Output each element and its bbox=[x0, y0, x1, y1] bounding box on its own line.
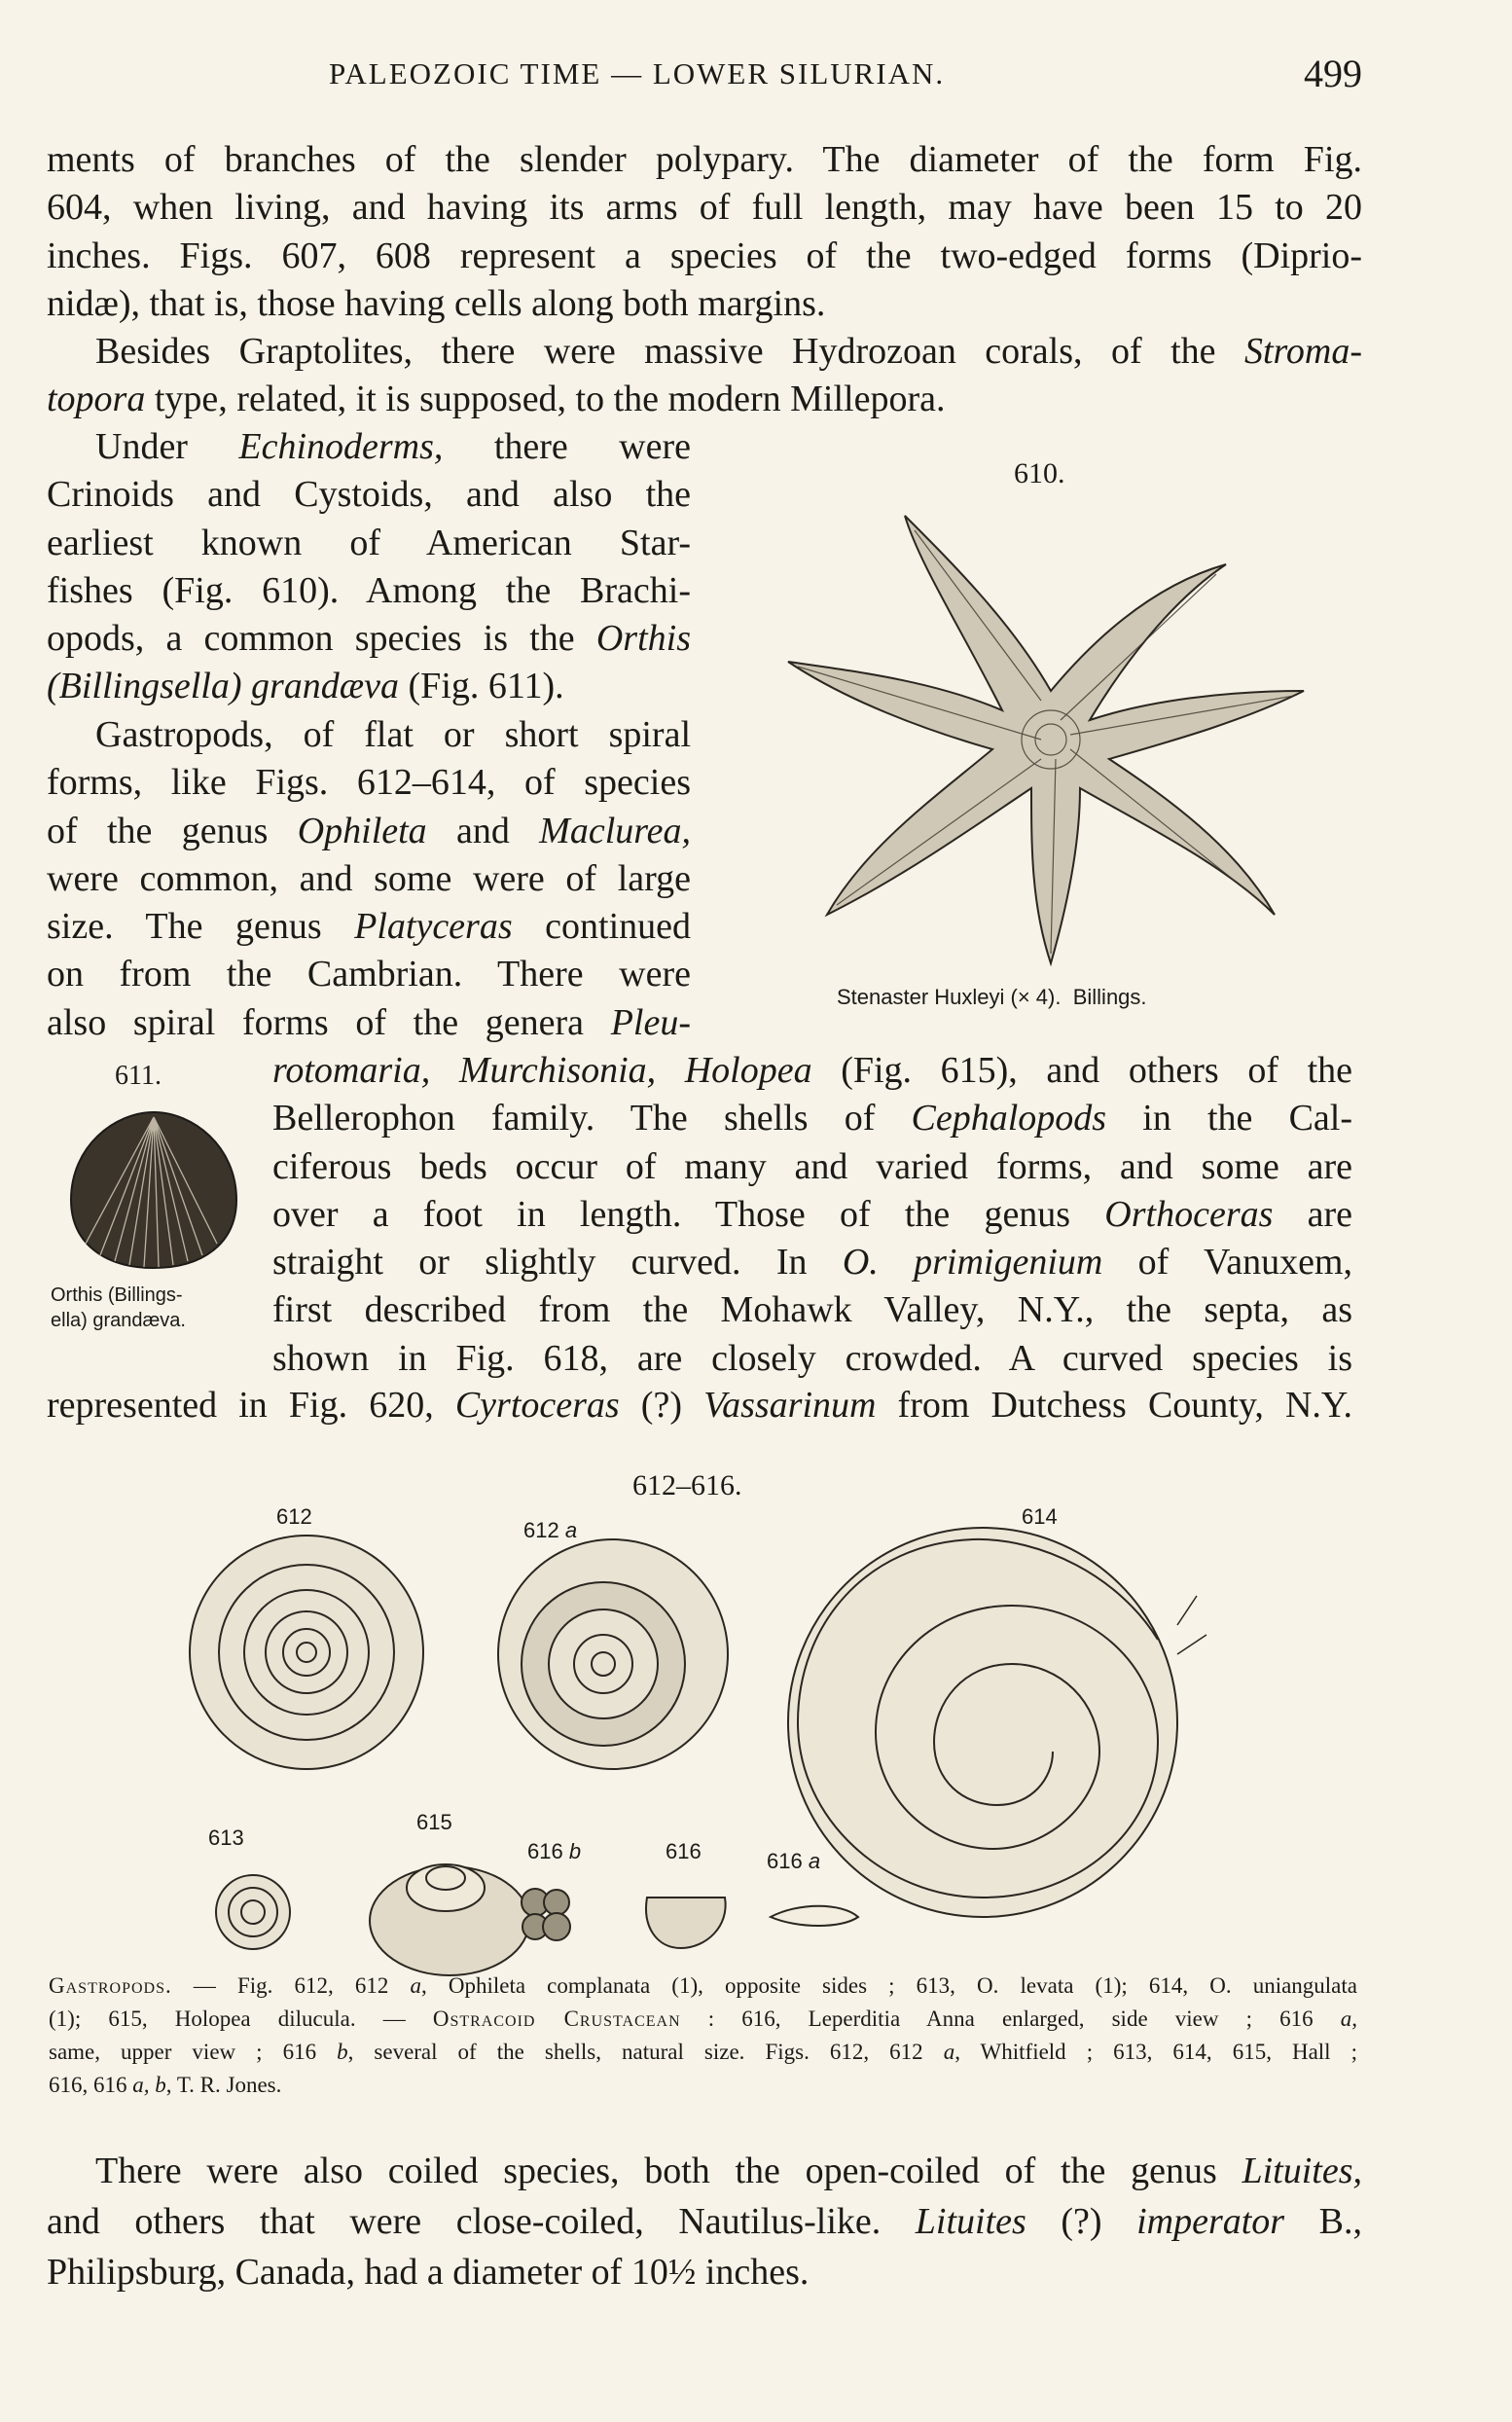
text-line: also spiral forms of the genera Pleu- bbox=[47, 1001, 691, 1043]
text-line: inches. Figs. 607, 608 represent a species of the two-edged forms (Diprio- bbox=[47, 235, 1362, 276]
text-line: Bellerophon family. The shells of Cephalopods in the Cal- bbox=[272, 1098, 1353, 1139]
text-line: opods, a common species is the Orthis bbox=[47, 618, 691, 660]
text-line: represented in Fig. 620, Cyrtoceras (?) Vassarinum from Dutchess County, N.Y. bbox=[47, 1385, 1352, 1426]
text-line: and others that were close-coiled, Nautilus-like. Lituites (?) imperator B., bbox=[47, 2201, 1362, 2242]
figure-label-615: 615 bbox=[416, 1810, 452, 1834]
figure-number: 612–616. bbox=[632, 1469, 742, 1501]
text-line: on from the Cambrian. There were bbox=[47, 954, 691, 995]
text-line: Crinoids and Cystoids, and also the bbox=[47, 474, 691, 516]
paragraph-echinoderms bbox=[47, 423, 691, 711]
text-line: 604, when living, and having its arms of full length, may have been 15 to 20 bbox=[47, 187, 1362, 229]
paragraph-gastropods-col bbox=[47, 711, 691, 1047]
figure-612-616 bbox=[165, 1469, 1216, 1985]
figure-number: 611. bbox=[115, 1061, 162, 1091]
paragraph-gastropods-wrap bbox=[272, 1047, 1352, 1383]
text-line: forms, like Figs. 612–614, of species bbox=[47, 762, 691, 804]
text-line: straight or slightly curved. In O. primigenium of Vanuxem, bbox=[272, 1242, 1352, 1283]
figure-label-616a: 616 a bbox=[767, 1849, 821, 1873]
caption-line: same, upper view ; 616 b, several of the shells, natural size. Figs. 612, 612 a, Whitfield ; 613, 614, 615, Hall ; bbox=[49, 2040, 1357, 2064]
figure-label-613: 613 bbox=[208, 1826, 244, 1850]
text-line: earliest known of American Star- bbox=[47, 522, 691, 563]
text-line: of the genus Ophileta and Maclurea, bbox=[47, 810, 691, 851]
figure-label-612a: 612 a bbox=[523, 1518, 578, 1542]
running-head bbox=[47, 49, 1362, 97]
figure-611 bbox=[47, 1061, 261, 1353]
text-line: Besides Graptolites, there were massive Hydrozoan corals, of the Stroma- bbox=[95, 331, 1362, 372]
caption-line: Gastropods. — Fig. 612, 612 a, Ophileta complanata (1), opposite sides ; 613, O. levata (1); 614, O. uniangulata bbox=[49, 1973, 1357, 1998]
figure-label-616b: 616 b bbox=[527, 1839, 582, 1863]
caption-line: (1); 615, Holopea dilucula. — Ostracoid Crustacean : 616, Leperditia Anna enlarged, side view ; 616 a, bbox=[49, 2006, 1357, 2031]
caption-gastropods bbox=[49, 1970, 1357, 2102]
text-line: There were also coiled species, both the open-coiled of the genus Lituites, bbox=[95, 2151, 1362, 2191]
figure-caption: Orthis (Billings- ella) grandæva. bbox=[51, 1284, 186, 1331]
orthis-shell-illustration bbox=[56, 1107, 251, 1273]
text-line: ments of branches of the slender polypary. The diameter of the form Fig. bbox=[47, 139, 1362, 180]
text-line: fishes (Fig. 610). Among the Brachi- bbox=[47, 569, 691, 611]
paragraph-gastropods-end bbox=[47, 1382, 1352, 1429]
figure-label-612: 612 bbox=[276, 1504, 312, 1529]
text-line: over a foot in length. Those of the genus Orthoceras are bbox=[272, 1193, 1352, 1235]
caption-line: 616, 616 a, b, T. R. Jones. bbox=[49, 2073, 282, 2097]
text-line: Under Echinoderms, there were bbox=[95, 426, 691, 467]
text-line: Gastropods, of flat or short spiral bbox=[95, 714, 691, 755]
paragraph-polypary bbox=[47, 136, 1362, 328]
text-line: Philipsburg, Canada, had a diameter of 10½ inches. bbox=[47, 2252, 810, 2293]
text-line: nidæ), that is, those having cells along both margins. bbox=[47, 282, 826, 324]
text-line: first described from the Mohawk Valley, N.Y., the septa, as bbox=[272, 1289, 1352, 1331]
page-number: 499 bbox=[1304, 52, 1362, 95]
gastropod-illustrations bbox=[165, 1469, 1216, 1985]
starfish-illustration bbox=[759, 506, 1343, 993]
figure-label-614: 614 bbox=[1022, 1504, 1058, 1529]
paragraph-hydrozoan bbox=[47, 328, 1362, 424]
figure-610 bbox=[739, 457, 1362, 1022]
text-line: ciferous beds occur of many and varied forms, and some are bbox=[272, 1145, 1352, 1187]
text-line: were common, and some were of large bbox=[47, 857, 691, 899]
text-line: shown in Fig. 618, are closely crowded. A curved species is bbox=[272, 1337, 1352, 1379]
figure-label-616: 616 bbox=[666, 1839, 702, 1863]
text-line: topora type, related, it is supposed, to the modern Millepora. bbox=[47, 379, 946, 420]
text-line: (Billingsella) grandæva (Fig. 611). bbox=[47, 666, 564, 707]
figure-number: 610. bbox=[1014, 457, 1065, 489]
paragraph-lituites bbox=[47, 2146, 1362, 2297]
text-line: rotomaria, Murchisonia, Holopea (Fig. 615), and others of the bbox=[272, 1050, 1352, 1091]
figure-caption: Stenaster Huxleyi (× 4). Billings. bbox=[837, 985, 1147, 1009]
text-line: size. The genus Platyceras continued bbox=[47, 906, 691, 948]
running-title: PALEOZOIC TIME — LOWER SILURIAN. bbox=[329, 56, 946, 90]
